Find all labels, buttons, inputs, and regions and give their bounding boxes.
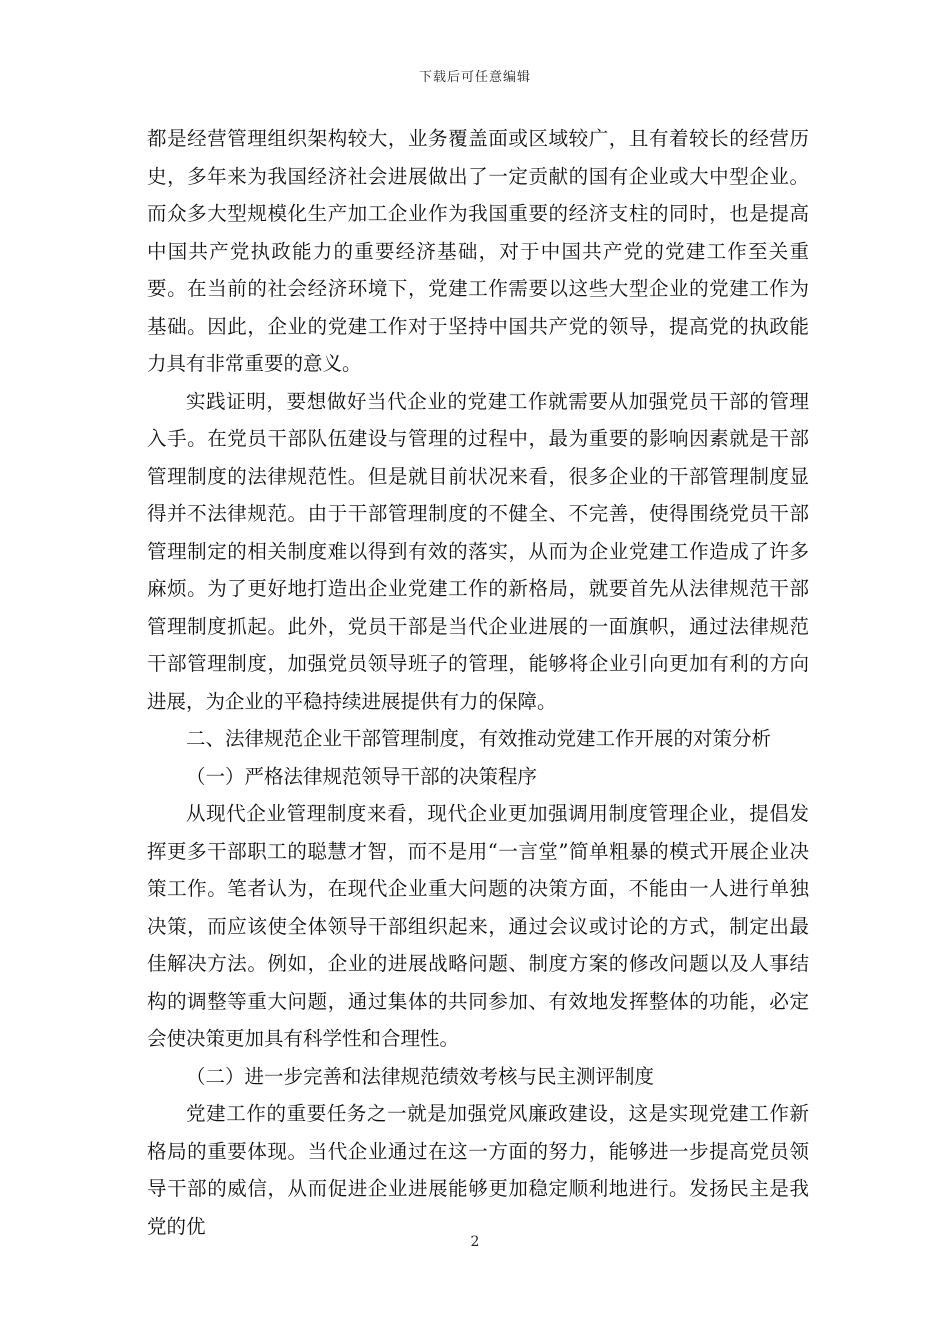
subsection-heading-1: （一）严格法律规范领导干部的决策程序: [186, 764, 538, 788]
paragraph-intro-continued: 都是经营管理组织架构较大，业务覆盖面或区域较广，且有着较长的经营历史，多年来为我国经济社会进展做出了一定贡献的国有企业或大中型企业。而众多大型规模化生产加工企业作为我国重要的经济支柱的同时，也是提高中国共产党执政能力的重要经济基础，对于中国共产党的党建工作至关重要。在当前的社会经济环境下，党建工作需要以这些大型企业的党建工作为基础。因此，企业的党建工作对于坚持中国共产党的领导，提高党的执政能力具有非常重要的意义。: [147, 127, 809, 375]
paragraph-decision-process: 从现代企业管理制度来看，现代企业更加强调用制度管理企业，提倡发挥更多干部职工的聪慧才智，而不是用“一言堂”简单粗暴的模式开展企业决策工作。笔者认为，在现代企业重大问题的决策方面，不能由一人进行单独决策，而应该使全体领导干部组织起来，通过会议或讨论的方式，制定出最佳解决方法。例如，企业的进展战略问题、制度方案的修改问题以及人事结构的调整等重大问题，通过集体的共同参加、有效地发挥整体的功能，必定会使决策更加具有科学性和合理性。: [147, 802, 809, 1050]
document-body: [147, 120, 809, 1245]
subsection-heading-2: （二）进一步完善和法律规范绩效考核与民主测评制度: [186, 1064, 655, 1088]
page-number: 2: [470, 1234, 480, 1250]
section-heading-2: 二、法律规范企业干部管理制度，有效推动党建工作开展的对策分析: [186, 727, 772, 750]
page-header: 下载后可任意编辑: [418, 70, 531, 85]
paragraph-performance-evaluation: 党建工作的重要任务之一就是加强党风廉政建设，这是实现党建工作新格局的重要体现。当代企业通过在这一方面的努力，能够进一步提高党员领导干部的威信，从而促进企业进展能够更加稳定顺利地进行。发扬民主是我党的优: [147, 1102, 809, 1238]
paragraph-practice: 实践证明，要想做好当代企业的党建工作就需要从加强党员干部的管理入手。在党员干部队伍建设与管理的过程中，最为重要的影响因素就是干部管理制度的法律规范性。但是就目前状况来看，很多企业的干部管理制度显得并不法律规范。由于干部管理制度的不健全、不完善，使得围绕党员干部管理制定的相关制度难以得到有效的落实，从而为企业党建工作造成了许多麻烦。为了更好地打造出企业党建工作的新格局，就要首先从法律规范干部管理制度抓起。此外，党员干部是当代企业进展的一面旗帜，通过法律规范干部管理制度，加强党员领导班子的管理，能够将企业引向更加有利的方向进展，为企业的平稳持续进展提供有力的保障。: [147, 389, 809, 713]
